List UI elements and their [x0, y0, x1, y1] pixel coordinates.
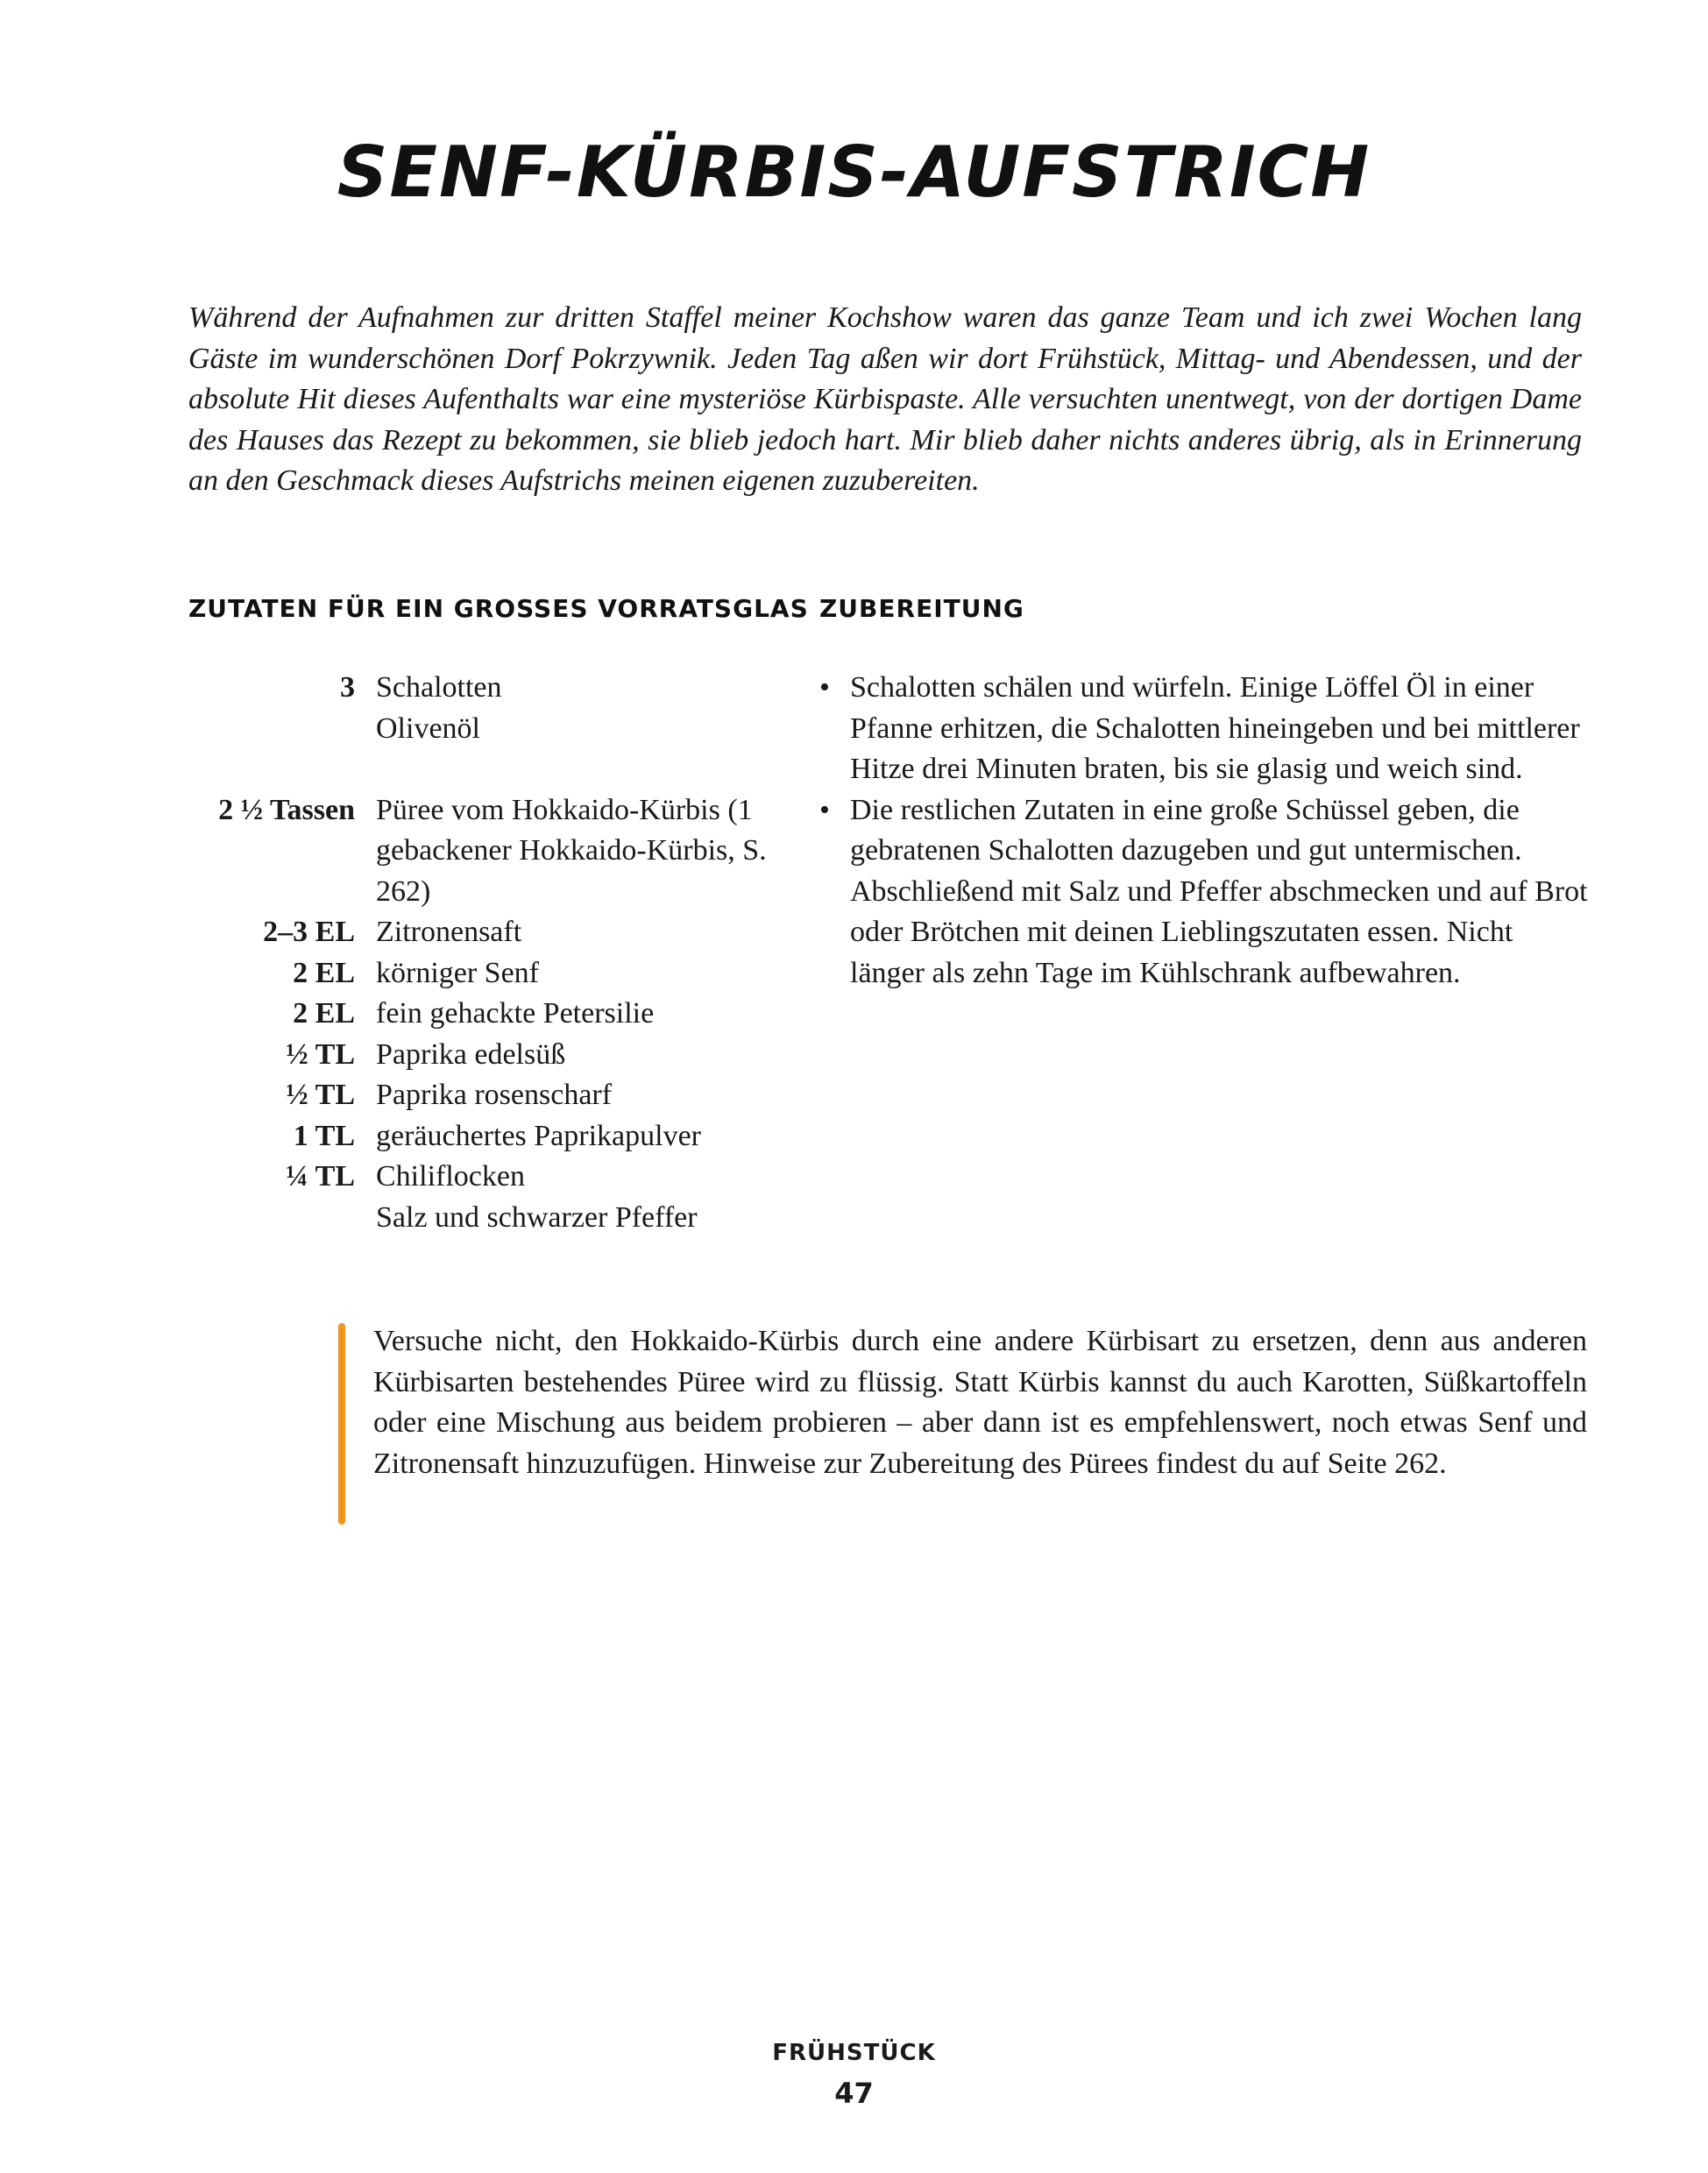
ingredient-quantity: 2 EL: [293, 956, 355, 989]
intro-paragraph: Während der Aufnahmen zur dritten Staffel meiner Kochshow waren das ganze Team und ich zwei Wochen lang Gäste im wunderschönen Dorf Pokrzywnik. Jeden Tag aßen wir dort Frühstück, Mittag- und Abendessen, und der absolute Hit dieses Aufenthalts war eine mysteriöse Kürbispaste. Alle versuchten unentwegt, von der dortigen Dame des Hauses das Rezept zu bekommen, sie blieb jedoch hart. Mir blieb daher nichts anderes übrig, als in Erinnerung an den Geschmack dieses Aufstrichs meinen eigenen zuzubereiten.: [188, 301, 1582, 497]
ingredient-name: Schalotten: [376, 671, 502, 704]
step-text: Schalotten schälen und würfeln. Einige Löffel Öl in einer Pfanne erhitzen, die Schalotten hineingeben und bei mittlerer Hitze drei Minuten braten, bis sie glasig und weich sind.: [850, 671, 1580, 785]
ingredient-name: Püree vom Hokkaido-Kürbis (1 gebackener Hokkaido-Kürbis, S. 262): [376, 793, 767, 908]
ingredient-name: Chiliflocken: [376, 1160, 525, 1193]
bullet-icon: •: [819, 793, 830, 826]
step-text: Die restlichen Zutaten in eine große Schüssel geben, die gebratenen Schalotten dazugeben und gut untermischen. Abschließend mit Salz und Pfeffer abschmecken und auf Brot oder Brötchen mit deinen Lieblingszutaten essen. Nicht länger als zehn Tage im Kühlschrank aufbewahren.: [850, 793, 1588, 989]
ingredient-list: [188, 668, 784, 1238]
ingredient-quantity: 2–3 EL: [263, 916, 355, 948]
ingredient-row: [188, 1157, 784, 1198]
ingredient-name: Zitronensaft: [376, 916, 522, 948]
ingredient-row: [188, 790, 784, 913]
ingredient-row: [188, 953, 784, 994]
recipe-title: SENF-KÜRBIS-AUFSTRICH: [337, 131, 1371, 213]
ingredient-quantity: 2 ½ Tassen: [218, 793, 355, 826]
ingredient-quantity: ½ TL: [286, 1079, 355, 1111]
ingredient-quantity: 1 TL: [293, 1119, 355, 1152]
preparation-steps: [819, 668, 1591, 994]
bullet-icon: •: [819, 671, 830, 704]
footer-section-label: FRÜHSTÜCK: [772, 2040, 936, 2066]
page-number: 47: [834, 2077, 874, 2110]
ingredient-name: Paprika rosenscharf: [376, 1079, 613, 1111]
preparation-step: [819, 790, 1591, 994]
ingredient-quantity: ¼ TL: [286, 1160, 355, 1193]
ingredient-row: [188, 1198, 784, 1239]
ingredient-row: [188, 709, 784, 750]
ingredient-row: [188, 668, 784, 709]
ingredient-quantity: [188, 709, 376, 750]
ingredient-name: Salz und schwarzer Pfeffer: [376, 1200, 698, 1234]
ingredient-quantity: [188, 1198, 376, 1239]
preparation-heading: ZUBEREITUNG: [819, 594, 1024, 623]
ingredient-quantity: 2 EL: [293, 997, 355, 1030]
tip-box: [338, 1321, 1587, 1484]
tip-text: Versuche nicht, den Hokkaido-Kürbis durch eine andere Kürbisart zu ersetzen, denn aus anderen Kürbisarten bestehendes Püree wird zu flüssig. Statt Kürbis kannst du auch Karotten, Süßkartoffeln oder eine Mischung aus beidem probieren – aber dann ist es empfehlenswert, noch etwas Senf und Zitronensaft hinzuzufügen. Hinweise zur Zubereitung des Pürees findest du auf Seite 262.: [373, 1325, 1587, 1480]
ingredient-row: [188, 1075, 784, 1116]
preparation-step: [819, 668, 1591, 790]
ingredient-row: [188, 1116, 784, 1157]
ingredient-name: körniger Senf: [376, 956, 540, 989]
ingredient-name: Olivenöl: [376, 711, 480, 745]
ingredient-name: geräuchertes Paprikapulver: [376, 1119, 701, 1152]
ingredient-quantity: ½ TL: [286, 1037, 355, 1071]
ingredient-name: fein gehackte Petersilie: [376, 997, 655, 1030]
ingredient-quantity: 3: [340, 671, 355, 704]
ingredient-name: Paprika edelsüß: [376, 1037, 566, 1071]
ingredient-row: [188, 994, 784, 1035]
tip-accent-bar: [338, 1323, 345, 1525]
ingredient-row: [188, 912, 784, 953]
ingredient-row: [188, 1035, 784, 1076]
ingredients-heading: ZUTATEN FÜR EIN GROSSES VORRATSGLAS: [188, 594, 809, 623]
